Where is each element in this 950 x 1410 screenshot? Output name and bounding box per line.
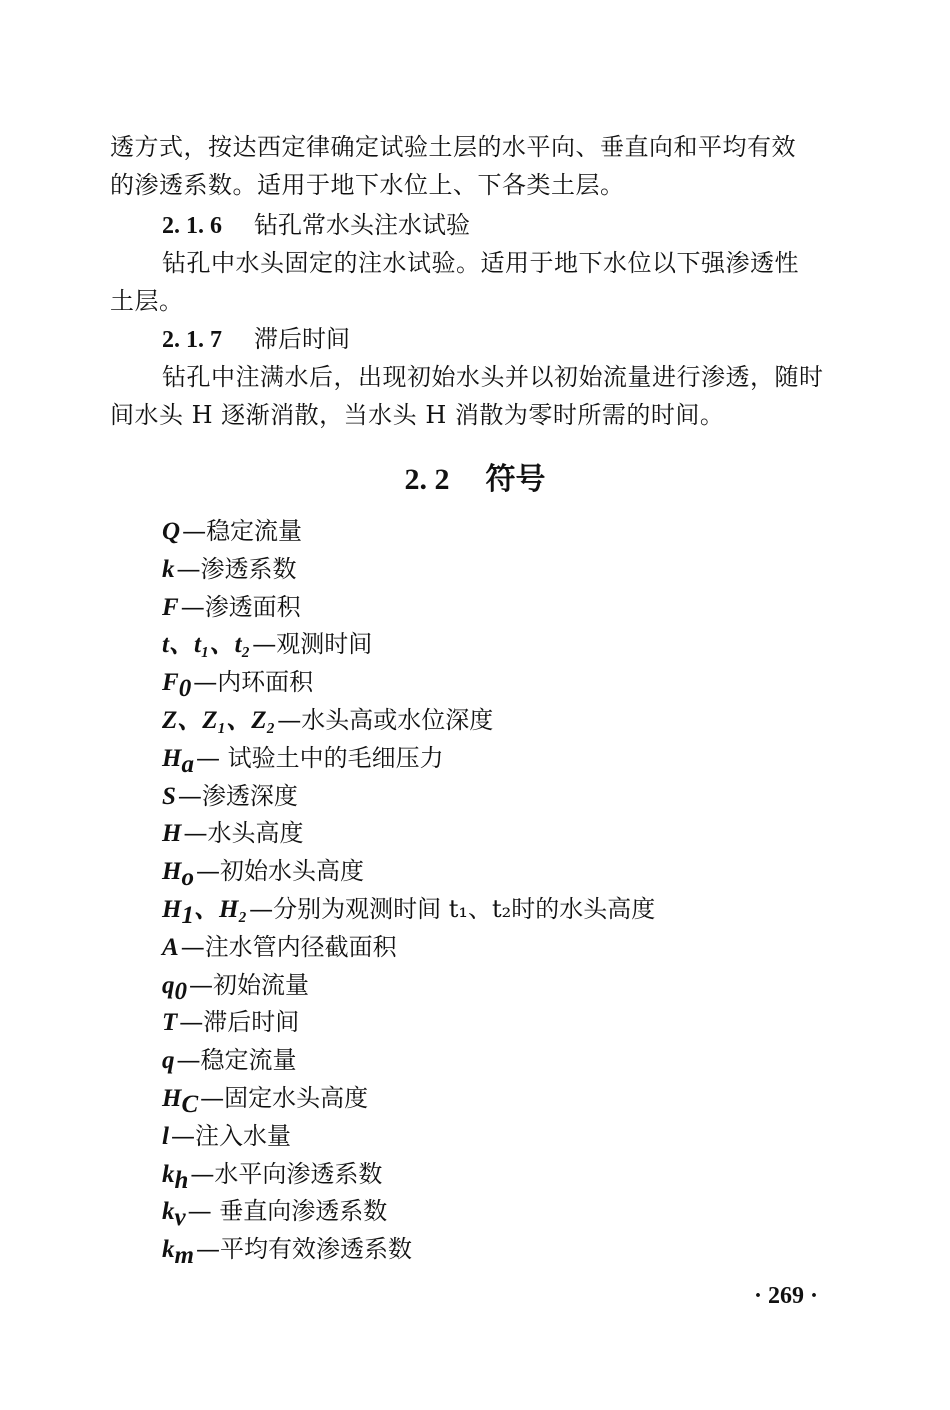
symbol-subscript: 0 [174, 977, 187, 1005]
paragraph-constant-head [110, 244, 845, 320]
symbol-row [162, 1042, 657, 1080]
symbol: F [162, 593, 179, 621]
symbol: H [162, 858, 182, 886]
paragraph-line: 间水头 H 逐渐消散，当水头 H 消散为零时所需的时间。 [110, 401, 725, 429]
symbol-row [162, 513, 657, 551]
symbol-subscript: 1 [181, 901, 194, 929]
symbol-description: —稳定流量 [182, 517, 303, 545]
symbol-description: —渗透面积 [180, 592, 301, 621]
paragraph-line: 透方式，按达西定律确定试验土层的水平向、垂直向和平均有效 [110, 133, 796, 161]
symbol-row [162, 1156, 657, 1194]
symbol-row [162, 664, 657, 702]
symbol: k [162, 1160, 175, 1188]
symbol-row [162, 929, 657, 967]
symbol-subscript: v [174, 1204, 186, 1232]
symbol: A [162, 933, 179, 961]
symbol: Q [162, 518, 181, 545]
symbol-subscript: C [181, 1090, 199, 1118]
section-number: 2. 2 [404, 463, 450, 496]
section-title: 符号 [485, 462, 546, 497]
symbol-description: —滞后时间 [179, 1008, 300, 1037]
symbol-row [162, 740, 657, 778]
paragraph-line: 钻孔中注满水后，出现初始水头并以初始流量进行渗透，随时 [162, 363, 824, 391]
clause-2-1-6-heading [162, 206, 470, 245]
symbol-row [162, 1118, 657, 1156]
paragraph-darcy-continuation [110, 128, 845, 204]
symbol-subscript: 0 [178, 674, 192, 702]
symbol-row [162, 589, 657, 627]
symbol: T [162, 1009, 178, 1037]
symbol-subscript: a [181, 750, 194, 778]
symbol: F [162, 669, 179, 697]
symbol-description: — 试验土中的毛细压力 [195, 743, 444, 772]
section-2-2-heading [0, 458, 950, 502]
symbol: H [162, 895, 182, 923]
symbol-subscript: h [174, 1166, 189, 1194]
paragraph-line: 钻孔中水头固定的注水试验。适用于地下水位以下强渗透性 [162, 249, 799, 277]
symbol-row [162, 702, 657, 740]
symbol: q [162, 1047, 175, 1075]
symbol: Z [162, 706, 178, 734]
symbol-description: —注水管内径截面积 [180, 932, 397, 961]
symbol-row [162, 1004, 657, 1042]
symbol: S [162, 782, 176, 810]
symbol-row [162, 967, 657, 1005]
symbol-description: —观测时间 [252, 630, 373, 659]
symbol-description: —水平向渗透系数 [190, 1159, 383, 1188]
symbol-description: —分别为观测时间 t₁、t₂时的水头高度 [249, 894, 656, 923]
symbol: k [162, 555, 175, 583]
clause-number: 2. 1. 7 [162, 327, 222, 353]
symbol-description: —渗透深度 [177, 781, 298, 810]
symbol-row [162, 1080, 657, 1118]
symbol: q [162, 971, 175, 999]
symbol-description: — 垂直向渗透系数 [187, 1197, 388, 1226]
symbol-row [162, 551, 657, 589]
symbol-description: —水头高或水位深度 [277, 705, 494, 734]
symbol-description: —平均有效渗透系数 [195, 1235, 412, 1264]
clause-title: 钻孔常水头注水试验 [254, 211, 470, 239]
paragraph-line: 的渗透系数。适用于地下水位上、下各类土层。 [110, 171, 625, 199]
symbol-description: —初始流量 [189, 970, 309, 999]
symbol-description: —注入水量 [170, 1121, 291, 1150]
symbol-variants: 、H₂ [193, 895, 248, 923]
symbol-description: —内环面积 [193, 668, 314, 697]
symbol: H [162, 744, 182, 772]
symbol-description: —渗透系数 [176, 554, 297, 583]
symbol-row [162, 853, 657, 891]
symbol-subscript: o [181, 863, 194, 891]
symbol-row [162, 626, 657, 664]
paragraph-lag-time [110, 358, 845, 434]
symbol-row [162, 1193, 657, 1231]
symbol-variants: 、t₁、t₂ [168, 631, 251, 659]
symbol: t [162, 631, 169, 659]
symbol-description: —水头高度 [183, 819, 304, 848]
symbol-description: —稳定流量 [176, 1046, 297, 1075]
symbol: k [162, 1236, 175, 1264]
page-number: · 269 · [753, 1283, 818, 1309]
symbol-description: —初始水头高度 [195, 857, 364, 886]
symbol-row [162, 778, 657, 816]
symbol-subscript: m [174, 1241, 194, 1269]
symbol: H [162, 1084, 182, 1112]
symbol-list [162, 513, 657, 1269]
symbol-row [162, 815, 657, 853]
clause-number: 2. 1. 6 [162, 213, 222, 239]
symbol-row [162, 891, 657, 929]
symbol-variants: 、Z₁、Z₂ [177, 706, 276, 734]
symbol-description: —固定水头高度 [200, 1083, 369, 1112]
symbol-row [162, 1231, 657, 1269]
paragraph-line: 土层。 [110, 287, 184, 315]
symbol: k [162, 1198, 175, 1226]
symbol: l [162, 1122, 169, 1150]
clause-2-1-7-heading [162, 320, 350, 359]
symbol: H [162, 820, 182, 848]
clause-title: 滞后时间 [254, 325, 350, 353]
